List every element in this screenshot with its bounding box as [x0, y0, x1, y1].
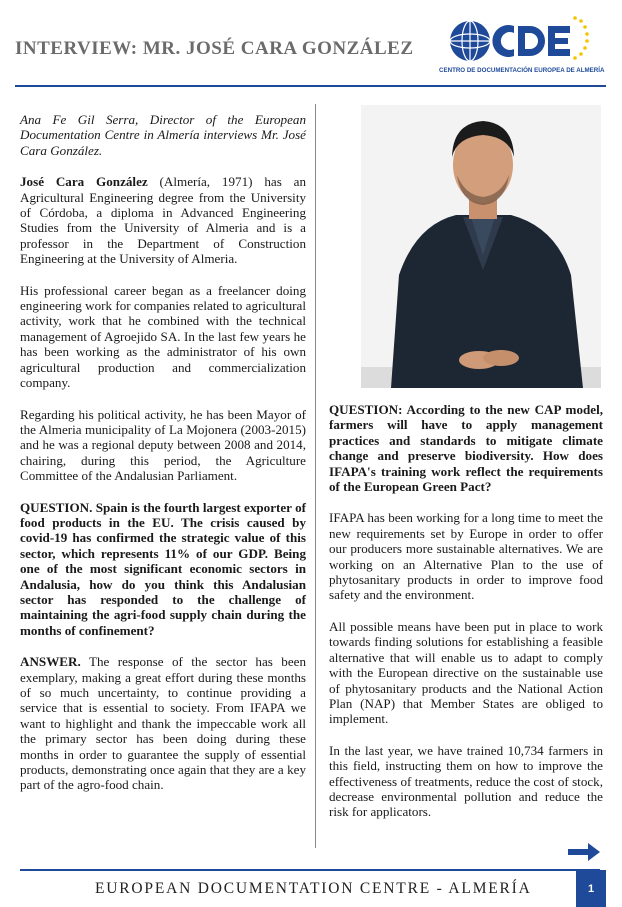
- bio-paragraph: [20, 174, 306, 266]
- answer-2-paragraph-2: All possible means have been put in place to work towards finding solutions for establishing a feasible alternative that will enable us to adapt to comply with the European directive on the sustainable use of phytosanitary products and the National Action Plan (NAP) that Member States are obliged to implement.: [329, 618, 603, 727]
- question-1-text: Spain is the fourth largest exporter of food products in the EU. The crisis caused by covid-19 has confirmed the strategic value of this sector, which represents 11% of our GDP. Being one of the most significant economic sectors in Andalusia, how do you think this Andalusian sector has responded to the challenge of maintaining the agri-food supply chain during the months of confinement?: [20, 499, 306, 638]
- left-column: [20, 112, 306, 809]
- question-2: [329, 402, 603, 494]
- header-divider: [15, 85, 606, 87]
- career-paragraph: His professional career began as a freelancer doing engineering work for companies related to agricultural activity, work that he combined with the technical management of Agroejido SA. In the last few years he has been working as the administrator of his own agricultural production and commercialization company.: [20, 282, 306, 391]
- logo-subtitle: CENTRO DE DOCUMENTACIÓN EUROPEA DE ALMERÍA: [439, 67, 605, 74]
- footer-divider: [20, 869, 600, 871]
- answer-2-paragraph-1: IFAPA has been working for a long time to meet the new requirements set by Europe in order to offer our producers more sustainable alternatives. We are working on an Alternative Plan to the use of phytosanitary products in order to improve food safety and the environment.: [329, 510, 603, 603]
- bio-name: José Cara González: [20, 174, 148, 190]
- answer-1: [20, 654, 306, 793]
- question-2-label: QUESTION:: [329, 402, 403, 417]
- footer-title: EUROPEAN DOCUMENTATION CENTRE - ALMERÍA: [95, 880, 532, 897]
- page-number: 1: [576, 870, 606, 907]
- answer-2-paragraph-3: In the last year, we have trained 10,734 farmers in this field, instructing them on how to improve the effectiveness of treatments, reduce the cost of stock, decrease environmental pollution and reduce the risk for applicators.: [329, 742, 603, 820]
- answer-1-label: ANSWER.: [20, 654, 81, 670]
- political-paragraph: Regarding his political activity, he has been Mayor of the Almeria municipality of La Mojonera (2003-2015) and he was a regional deputy between 2008 and 2014, chairing, during this period, the Agriculture Committee of the Andalusian Parliament.: [20, 406, 306, 484]
- page-title: INTERVIEW: MR. JOSÉ CARA GONZÁLEZ: [15, 38, 414, 59]
- intro-paragraph: Ana Fe Gil Serra, Director of the European Documentation Centre in Almería interviews Mr. José Cara González.: [20, 112, 306, 158]
- bio-text: (Almería, 1971) has an Agricultural Engineering degree from the University of Córdoba, a diploma in Advanced Engineering Studies from the University of Almeria and is a professor in the Department of Construction Engineering at the University of Almeria.: [20, 174, 306, 267]
- portrait-illustration: [361, 105, 601, 388]
- column-divider: [315, 104, 316, 848]
- question-1: [20, 500, 306, 639]
- arrow-right-icon[interactable]: [568, 843, 600, 861]
- right-column: [329, 402, 603, 836]
- answer-1-text: The response of the sector has been exemplary, making a great effort during these months of so much uncertainty, to continue providing a service that is essential to society. From IFAPA we want to highlight and thank the impeccable work all the primary sector has been doing during these months in order to guarantee the supply of essential products, demonstrating once again that they are a key part of the agro-food chain.: [20, 654, 306, 793]
- portrait-photo: [361, 105, 601, 388]
- question-1-label: QUESTION.: [20, 499, 93, 515]
- question-2-text: According to the new CAP model, farmers will have to apply management practices and standards to mitigate climate change and preserve biodiversity. How does IFAPA's training work reflect the requirements of the European Green Pact?: [329, 402, 603, 495]
